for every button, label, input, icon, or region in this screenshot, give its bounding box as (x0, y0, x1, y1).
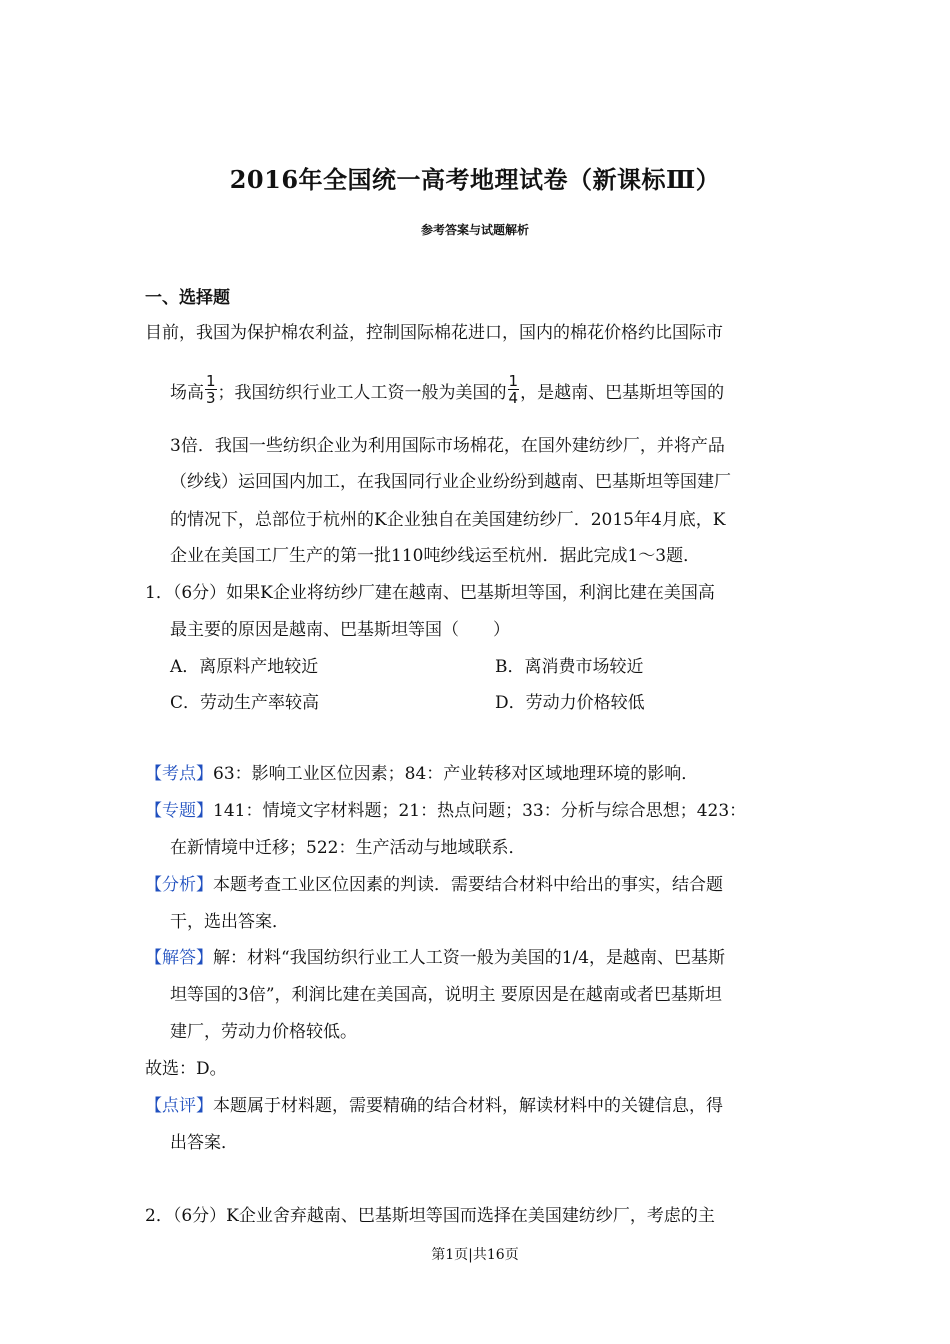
passage-line-3: 3倍．我国一些纺织企业为利用国际市场棉花，在国外建纺纱厂，并将产品 (170, 436, 725, 456)
jieda-text: 解：材料“我国纺织行业工人工资一般为美国的1/4，是越南、巴基斯 (213, 948, 726, 968)
option-b: B．离消费市场较近 (495, 657, 644, 677)
kaodian-row (145, 762, 698, 786)
question-1-stem-cont: 最主要的原因是越南、巴基斯坦等国（ ） (170, 620, 510, 640)
jieda-row (145, 946, 725, 970)
passage-line-1: 目前，我国为保护棉农利益，控制国际棉花进口，国内的棉花价格约比国际市 (145, 323, 723, 343)
fraction-one-quarter: $\frac{1}{4}$ (508, 372, 519, 407)
passage-line-5: 的情况下，总部位于杭州的K企业独自在美国建纺纱厂．2015年4月底，K (170, 510, 726, 530)
fenxi-text: 本题考查工业区位因素的判读．需要结合材料中给出的事实，结合题 (213, 875, 723, 895)
page-title: 2016年全国统一高考地理试卷（新课标Ⅲ） (229, 165, 721, 194)
passage-line-2 (170, 372, 725, 407)
option-a: A．离原料产地较近 (170, 657, 319, 677)
kaodian-tag: 【考点】 (145, 764, 213, 784)
section-heading: 一、选择题 (145, 288, 230, 308)
jieda-text-cont-1: 坦等国的3倍”，利润比建在美国高，说明主 要原因是在越南或者巴基斯坦 (170, 985, 722, 1005)
dianping-row (145, 1094, 723, 1118)
option-d: D．劳动力价格较低 (495, 693, 645, 713)
zhuanti-text: 141：情境文字材料题；21：热点问题；33：分析与综合思想；423： (213, 801, 747, 821)
passage-line-6: 企业在美国工厂生产的第一批110吨纱线运至杭州．据此完成1～3题． (170, 546, 701, 566)
option-c: C．劳动生产率较高 (170, 693, 320, 713)
fenxi-text-cont: 干，选出答案． (170, 912, 289, 932)
passage-text: 场高 (170, 383, 204, 403)
passage-text: ，是越南、巴基斯坦等国的 (520, 383, 725, 403)
question-2-stem: 2．（6分）K企业舍弃越南、巴基斯坦等国而选择在美国建纺纱厂，考虑的主 (145, 1206, 715, 1226)
page-footer: 第1页|共16页 (431, 1247, 519, 1263)
dianping-tag: 【点评】 (145, 1096, 213, 1116)
question-1-stem: 1．（6分）如果K企业将纺纱厂建在越南、巴基斯坦等国，利润比建在美国高 (145, 583, 715, 603)
jieda-tag: 【解答】 (145, 948, 213, 968)
fenxi-row (145, 873, 723, 897)
dianping-text-cont: 出答案． (170, 1133, 238, 1153)
zhuanti-row (145, 799, 746, 823)
answer-line: 故选：D。 (145, 1059, 227, 1079)
zhuanti-tag: 【专题】 (145, 801, 213, 821)
fraction-one-third: $\frac{1}{3}$ (206, 372, 216, 407)
dianping-text: 本题属于材料题，需要精确的结合材料，解读材料中的关键信息，得 (213, 1096, 723, 1116)
kaodian-text: 63：影响工业区位因素；84：产业转移对区域地理环境的影响． (213, 764, 699, 784)
page-subtitle: 参考答案与试题解析 (420, 223, 529, 237)
passage-line-4: （纱线）运回国内加工，在我国同行业企业纷纷到越南、巴基斯坦等国建厂 (170, 472, 731, 492)
fenxi-tag: 【分析】 (145, 875, 213, 895)
passage-text: ；我国纺织行业工人工资一般为美国的 (217, 383, 507, 403)
zhuanti-text-cont: 在新情境中迁移；522：生产活动与地域联系． (170, 838, 526, 858)
jieda-text-cont-2: 建厂，劳动力价格较低。 (170, 1022, 357, 1042)
